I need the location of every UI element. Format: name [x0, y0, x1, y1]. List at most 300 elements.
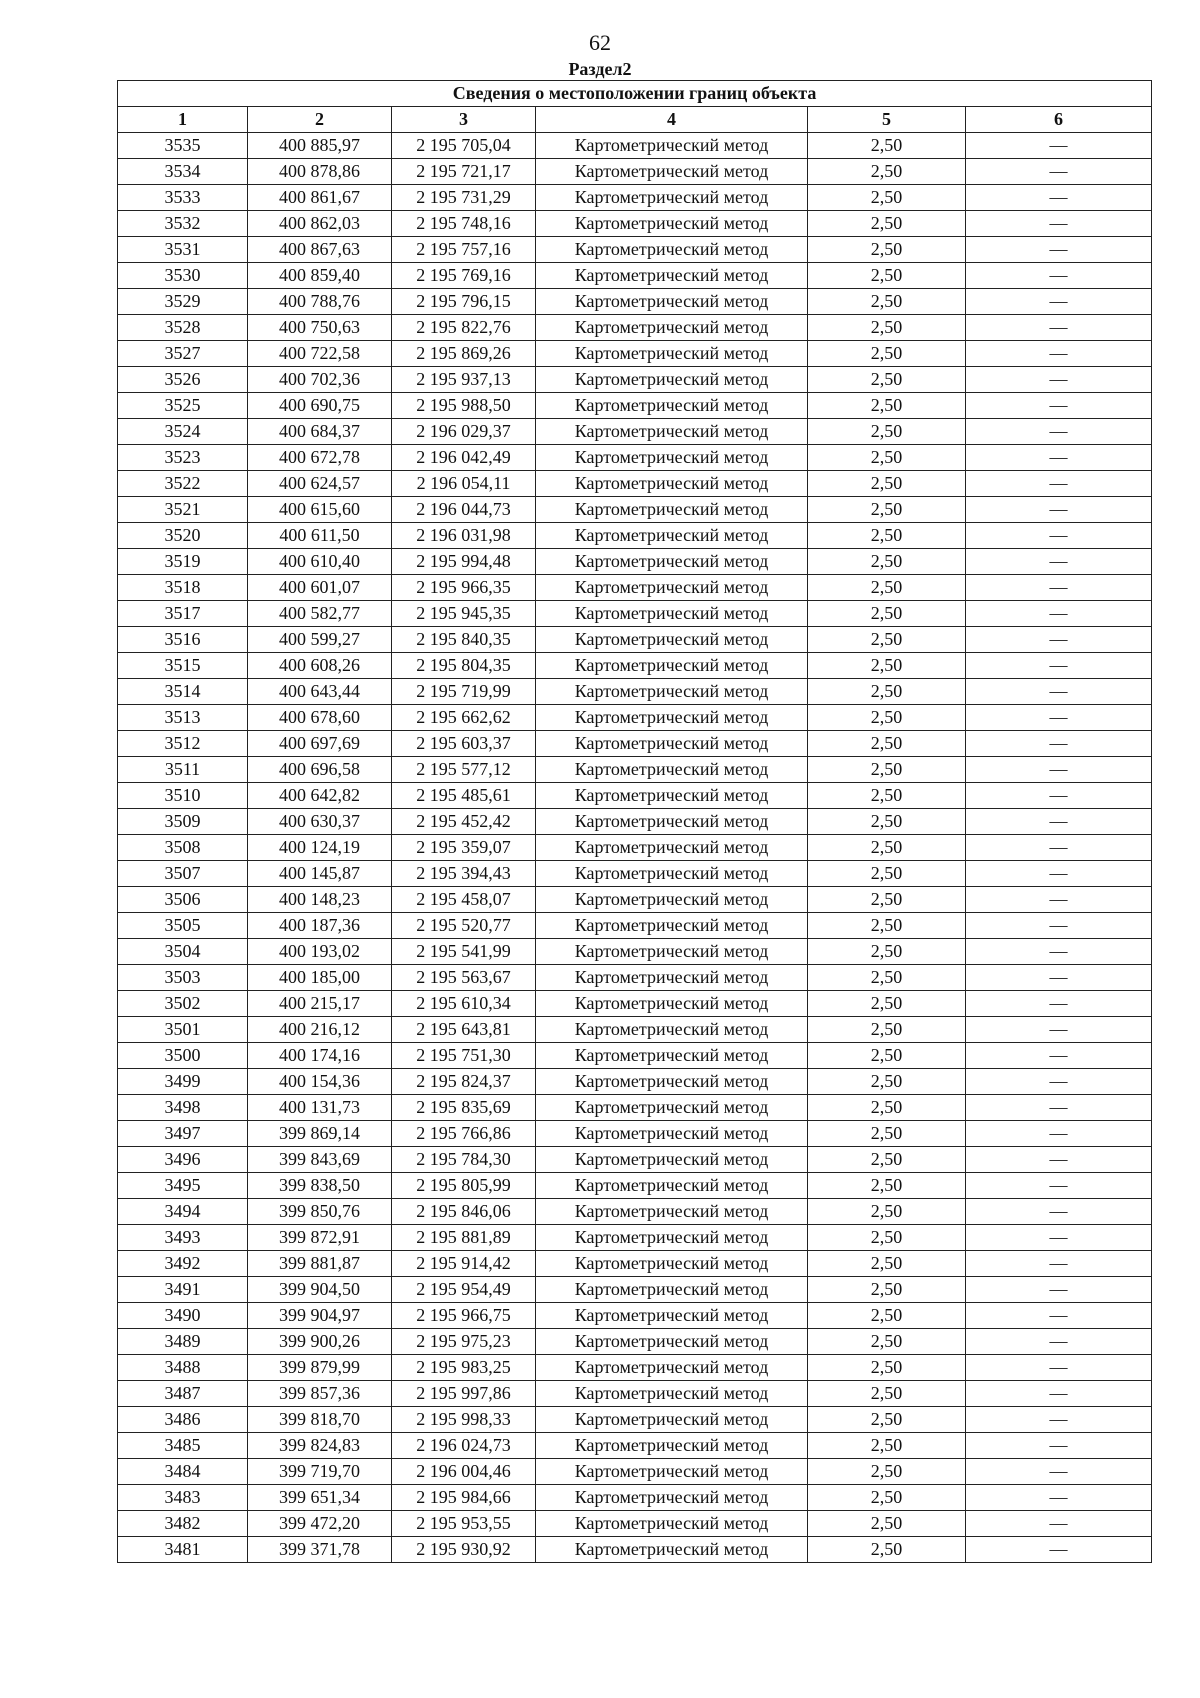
accuracy-cell: 2,50 [808, 1043, 966, 1069]
determination-method-cell: Картометрический метод [536, 289, 808, 315]
determination-method-cell: Картометрический метод [536, 133, 808, 159]
coordinate-y-cell: 2 196 031,98 [392, 523, 536, 549]
determination-method-cell: Картометрический метод [536, 497, 808, 523]
determination-method-cell: Картометрический метод [536, 809, 808, 835]
table-row [118, 679, 1152, 705]
coordinate-y-cell: 2 195 751,30 [392, 1043, 536, 1069]
coordinate-x-cell: 399 719,70 [248, 1459, 392, 1485]
description-cell: — [966, 627, 1152, 653]
point-number-cell: 3490 [118, 1303, 248, 1329]
table-row [118, 497, 1152, 523]
coordinate-y-cell: 2 195 520,77 [392, 913, 536, 939]
accuracy-cell: 2,50 [808, 1329, 966, 1355]
accuracy-cell: 2,50 [808, 835, 966, 861]
determination-method-cell: Картометрический метод [536, 523, 808, 549]
coordinate-x-cell: 399 843,69 [248, 1147, 392, 1173]
column-header-4: 4 [536, 107, 808, 133]
determination-method-cell: Картометрический метод [536, 1225, 808, 1251]
coordinate-x-cell: 400 642,82 [248, 783, 392, 809]
coordinate-y-cell: 2 195 983,25 [392, 1355, 536, 1381]
point-number-cell: 3508 [118, 835, 248, 861]
point-number-cell: 3535 [118, 133, 248, 159]
description-cell: — [966, 1147, 1152, 1173]
coordinate-y-cell: 2 195 930,92 [392, 1537, 536, 1563]
coordinate-x-cell: 399 838,50 [248, 1173, 392, 1199]
description-cell: — [966, 393, 1152, 419]
point-number-cell: 3499 [118, 1069, 248, 1095]
point-number-cell: 3527 [118, 341, 248, 367]
coordinate-y-cell: 2 195 804,35 [392, 653, 536, 679]
coordinate-x-cell: 400 154,36 [248, 1069, 392, 1095]
determination-method-cell: Картометрический метод [536, 211, 808, 237]
table-row [118, 1043, 1152, 1069]
column-header-3: 3 [392, 107, 536, 133]
point-number-cell: 3512 [118, 731, 248, 757]
description-cell: — [966, 1381, 1152, 1407]
determination-method-cell: Картометрический метод [536, 1017, 808, 1043]
accuracy-cell: 2,50 [808, 965, 966, 991]
description-cell: — [966, 887, 1152, 913]
boundary-coordinates-table [117, 80, 1152, 1563]
page-number: 62 [589, 30, 611, 55]
point-number-cell: 3497 [118, 1121, 248, 1147]
coordinate-x-cell: 400 788,76 [248, 289, 392, 315]
coordinate-y-cell: 2 195 988,50 [392, 393, 536, 419]
point-number-cell: 3503 [118, 965, 248, 991]
table-row [118, 185, 1152, 211]
accuracy-cell: 2,50 [808, 1277, 966, 1303]
table-row [118, 445, 1152, 471]
table-body [118, 133, 1152, 1563]
accuracy-cell: 2,50 [808, 731, 966, 757]
coordinate-x-cell: 399 900,26 [248, 1329, 392, 1355]
determination-method-cell: Картометрический метод [536, 965, 808, 991]
coordinate-x-cell: 400 145,87 [248, 861, 392, 887]
accuracy-cell: 2,50 [808, 497, 966, 523]
coordinate-y-cell: 2 195 766,86 [392, 1121, 536, 1147]
coordinate-y-cell: 2 196 044,73 [392, 497, 536, 523]
determination-method-cell: Картометрический метод [536, 341, 808, 367]
determination-method-cell: Картометрический метод [536, 835, 808, 861]
point-number-cell: 3523 [118, 445, 248, 471]
description-cell: — [966, 367, 1152, 393]
coordinate-y-cell: 2 195 805,99 [392, 1173, 536, 1199]
coordinate-x-cell: 399 872,91 [248, 1225, 392, 1251]
table-row [118, 627, 1152, 653]
accuracy-cell: 2,50 [808, 549, 966, 575]
point-number-cell: 3507 [118, 861, 248, 887]
determination-method-cell: Картометрический метод [536, 185, 808, 211]
determination-method-cell: Картометрический метод [536, 315, 808, 341]
coordinate-x-cell: 400 601,07 [248, 575, 392, 601]
accuracy-cell: 2,50 [808, 861, 966, 887]
point-number-cell: 3516 [118, 627, 248, 653]
coordinate-y-cell: 2 195 662,62 [392, 705, 536, 731]
coordinate-x-cell: 400 187,36 [248, 913, 392, 939]
accuracy-cell: 2,50 [808, 1199, 966, 1225]
determination-method-cell: Картометрический метод [536, 887, 808, 913]
description-cell: — [966, 809, 1152, 835]
coordinate-x-cell: 399 850,76 [248, 1199, 392, 1225]
description-cell: — [966, 1043, 1152, 1069]
table-row [118, 237, 1152, 263]
coordinate-y-cell: 2 195 984,66 [392, 1485, 536, 1511]
point-number-cell: 3504 [118, 939, 248, 965]
coordinate-y-cell: 2 195 998,33 [392, 1407, 536, 1433]
description-cell: — [966, 601, 1152, 627]
description-cell: — [966, 835, 1152, 861]
coordinate-x-cell: 400 878,86 [248, 159, 392, 185]
point-number-cell: 3511 [118, 757, 248, 783]
determination-method-cell: Картометрический метод [536, 1069, 808, 1095]
description-cell: — [966, 523, 1152, 549]
determination-method-cell: Картометрический метод [536, 939, 808, 965]
description-cell: — [966, 549, 1152, 575]
accuracy-cell: 2,50 [808, 237, 966, 263]
determination-method-cell: Картометрический метод [536, 575, 808, 601]
point-number-cell: 3487 [118, 1381, 248, 1407]
point-number-cell: 3485 [118, 1433, 248, 1459]
point-number-cell: 3532 [118, 211, 248, 237]
coordinate-y-cell: 2 195 458,07 [392, 887, 536, 913]
point-number-cell: 3526 [118, 367, 248, 393]
accuracy-cell: 2,50 [808, 575, 966, 601]
coordinate-x-cell: 400 174,16 [248, 1043, 392, 1069]
table-row [118, 1173, 1152, 1199]
accuracy-cell: 2,50 [808, 159, 966, 185]
table-row [118, 341, 1152, 367]
accuracy-cell: 2,50 [808, 1381, 966, 1407]
table-row [118, 1381, 1152, 1407]
coordinate-y-cell: 2 195 359,07 [392, 835, 536, 861]
description-cell: — [966, 211, 1152, 237]
description-cell: — [966, 783, 1152, 809]
coordinate-y-cell: 2 195 603,37 [392, 731, 536, 757]
accuracy-cell: 2,50 [808, 523, 966, 549]
point-number-cell: 3530 [118, 263, 248, 289]
determination-method-cell: Картометрический метод [536, 1433, 808, 1459]
description-cell: — [966, 1173, 1152, 1199]
accuracy-cell: 2,50 [808, 393, 966, 419]
accuracy-cell: 2,50 [808, 419, 966, 445]
coordinate-x-cell: 400 215,17 [248, 991, 392, 1017]
coordinate-y-cell: 2 195 757,16 [392, 237, 536, 263]
determination-method-cell: Картометрический метод [536, 913, 808, 939]
coordinate-y-cell: 2 195 966,75 [392, 1303, 536, 1329]
accuracy-cell: 2,50 [808, 991, 966, 1017]
determination-method-cell: Картометрический метод [536, 367, 808, 393]
accuracy-cell: 2,50 [808, 211, 966, 237]
description-cell: — [966, 1433, 1152, 1459]
coordinate-y-cell: 2 195 994,48 [392, 549, 536, 575]
coordinate-x-cell: 400 684,37 [248, 419, 392, 445]
determination-method-cell: Картометрический метод [536, 1147, 808, 1173]
accuracy-cell: 2,50 [808, 1303, 966, 1329]
coordinate-x-cell: 400 582,77 [248, 601, 392, 627]
point-number-cell: 3510 [118, 783, 248, 809]
coordinate-y-cell: 2 196 042,49 [392, 445, 536, 471]
table-row [118, 835, 1152, 861]
accuracy-cell: 2,50 [808, 1485, 966, 1511]
accuracy-cell: 2,50 [808, 913, 966, 939]
table-row [118, 965, 1152, 991]
accuracy-cell: 2,50 [808, 1433, 966, 1459]
coordinate-x-cell: 400 216,12 [248, 1017, 392, 1043]
coordinate-x-cell: 400 148,23 [248, 887, 392, 913]
point-number-cell: 3492 [118, 1251, 248, 1277]
coordinate-y-cell: 2 196 004,46 [392, 1459, 536, 1485]
coordinate-x-cell: 399 818,70 [248, 1407, 392, 1433]
description-cell: — [966, 1095, 1152, 1121]
table-row [118, 1277, 1152, 1303]
accuracy-cell: 2,50 [808, 133, 966, 159]
point-number-cell: 3513 [118, 705, 248, 731]
coordinate-y-cell: 2 195 769,16 [392, 263, 536, 289]
coordinate-x-cell: 399 869,14 [248, 1121, 392, 1147]
column-header-6: 6 [966, 107, 1152, 133]
description-cell: — [966, 1329, 1152, 1355]
table-row [118, 861, 1152, 887]
coordinate-y-cell: 2 195 784,30 [392, 1147, 536, 1173]
determination-method-cell: Картометрический метод [536, 627, 808, 653]
point-number-cell: 3524 [118, 419, 248, 445]
accuracy-cell: 2,50 [808, 1017, 966, 1043]
coordinate-x-cell: 400 867,63 [248, 237, 392, 263]
coordinate-x-cell: 400 124,19 [248, 835, 392, 861]
determination-method-cell: Картометрический метод [536, 783, 808, 809]
description-cell: — [966, 237, 1152, 263]
accuracy-cell: 2,50 [808, 653, 966, 679]
coordinate-x-cell: 400 599,27 [248, 627, 392, 653]
table-row [118, 1069, 1152, 1095]
table-header-row [118, 107, 1152, 133]
point-number-cell: 3500 [118, 1043, 248, 1069]
point-number-cell: 3498 [118, 1095, 248, 1121]
coordinate-y-cell: 2 195 846,06 [392, 1199, 536, 1225]
table-row [118, 731, 1152, 757]
determination-method-cell: Картометрический метод [536, 237, 808, 263]
coordinate-x-cell: 400 697,69 [248, 731, 392, 757]
coordinate-x-cell: 400 722,58 [248, 341, 392, 367]
table-row [118, 1017, 1152, 1043]
coordinate-y-cell: 2 195 975,23 [392, 1329, 536, 1355]
determination-method-cell: Картометрический метод [536, 991, 808, 1017]
coordinate-y-cell: 2 195 563,67 [392, 965, 536, 991]
point-number-cell: 3515 [118, 653, 248, 679]
point-number-cell: 3517 [118, 601, 248, 627]
determination-method-cell: Картометрический метод [536, 1537, 808, 1563]
coordinate-x-cell: 400 630,37 [248, 809, 392, 835]
coordinate-x-cell: 400 672,78 [248, 445, 392, 471]
coordinate-x-cell: 400 861,67 [248, 185, 392, 211]
determination-method-cell: Картометрический метод [536, 601, 808, 627]
point-number-cell: 3505 [118, 913, 248, 939]
determination-method-cell: Картометрический метод [536, 731, 808, 757]
determination-method-cell: Картометрический метод [536, 263, 808, 289]
point-number-cell: 3533 [118, 185, 248, 211]
point-number-cell: 3514 [118, 679, 248, 705]
table-row [118, 783, 1152, 809]
description-cell: — [966, 1121, 1152, 1147]
table-row [118, 1407, 1152, 1433]
point-number-cell: 3489 [118, 1329, 248, 1355]
table-row [118, 1199, 1152, 1225]
table-row [118, 523, 1152, 549]
coordinate-y-cell: 2 195 997,86 [392, 1381, 536, 1407]
coordinate-y-cell: 2 196 029,37 [392, 419, 536, 445]
coordinate-x-cell: 400 885,97 [248, 133, 392, 159]
description-cell: — [966, 133, 1152, 159]
coordinate-y-cell: 2 195 914,42 [392, 1251, 536, 1277]
point-number-cell: 3522 [118, 471, 248, 497]
table-row [118, 263, 1152, 289]
accuracy-cell: 2,50 [808, 1225, 966, 1251]
determination-method-cell: Картометрический метод [536, 1095, 808, 1121]
coordinate-y-cell: 2 195 643,81 [392, 1017, 536, 1043]
description-cell: — [966, 939, 1152, 965]
description-cell: — [966, 1407, 1152, 1433]
coordinate-y-cell: 2 195 485,61 [392, 783, 536, 809]
accuracy-cell: 2,50 [808, 445, 966, 471]
column-header-2: 2 [248, 107, 392, 133]
accuracy-cell: 2,50 [808, 315, 966, 341]
coordinate-y-cell: 2 195 937,13 [392, 367, 536, 393]
accuracy-cell: 2,50 [808, 1095, 966, 1121]
accuracy-cell: 2,50 [808, 1459, 966, 1485]
coordinate-y-cell: 2 195 822,76 [392, 315, 536, 341]
coordinate-y-cell: 2 195 953,55 [392, 1511, 536, 1537]
coordinate-x-cell: 399 904,50 [248, 1277, 392, 1303]
table-row [118, 367, 1152, 393]
coordinate-y-cell: 2 196 054,11 [392, 471, 536, 497]
accuracy-cell: 2,50 [808, 783, 966, 809]
table-row [118, 549, 1152, 575]
coordinate-x-cell: 400 611,50 [248, 523, 392, 549]
accuracy-cell: 2,50 [808, 263, 966, 289]
coordinate-y-cell: 2 195 541,99 [392, 939, 536, 965]
coordinate-y-cell: 2 195 881,89 [392, 1225, 536, 1251]
accuracy-cell: 2,50 [808, 757, 966, 783]
determination-method-cell: Картометрический метод [536, 445, 808, 471]
table-row [118, 159, 1152, 185]
coordinate-x-cell: 399 824,83 [248, 1433, 392, 1459]
coordinate-x-cell: 400 608,26 [248, 653, 392, 679]
column-header-1: 1 [118, 107, 248, 133]
coordinate-y-cell: 2 195 840,35 [392, 627, 536, 653]
description-cell: — [966, 1355, 1152, 1381]
accuracy-cell: 2,50 [808, 289, 966, 315]
determination-method-cell: Картометрический метод [536, 159, 808, 185]
description-cell: — [966, 497, 1152, 523]
description-cell: — [966, 1277, 1152, 1303]
coordinate-y-cell: 2 195 705,04 [392, 133, 536, 159]
description-cell: — [966, 861, 1152, 887]
description-cell: — [966, 653, 1152, 679]
coordinate-y-cell: 2 195 945,35 [392, 601, 536, 627]
coordinate-x-cell: 400 750,63 [248, 315, 392, 341]
coordinate-y-cell: 2 195 577,12 [392, 757, 536, 783]
point-number-cell: 3534 [118, 159, 248, 185]
description-cell: — [966, 1225, 1152, 1251]
table-row [118, 211, 1152, 237]
table-row [118, 419, 1152, 445]
table-row [118, 1355, 1152, 1381]
coordinate-x-cell: 400 696,58 [248, 757, 392, 783]
determination-method-cell: Картометрический метод [536, 393, 808, 419]
point-number-cell: 3520 [118, 523, 248, 549]
accuracy-cell: 2,50 [808, 1069, 966, 1095]
table-row [118, 991, 1152, 1017]
point-number-cell: 3494 [118, 1199, 248, 1225]
description-cell: — [966, 965, 1152, 991]
description-cell: — [966, 913, 1152, 939]
accuracy-cell: 2,50 [808, 1511, 966, 1537]
table-row [118, 601, 1152, 627]
determination-method-cell: Картометрический метод [536, 1043, 808, 1069]
accuracy-cell: 2,50 [808, 1407, 966, 1433]
description-cell: — [966, 575, 1152, 601]
determination-method-cell: Картометрический метод [536, 549, 808, 575]
table-row [118, 1251, 1152, 1277]
coordinate-x-cell: 400 624,57 [248, 471, 392, 497]
determination-method-cell: Картометрический метод [536, 653, 808, 679]
table-row [118, 315, 1152, 341]
coordinate-y-cell: 2 195 721,17 [392, 159, 536, 185]
description-cell: — [966, 263, 1152, 289]
coordinate-x-cell: 399 472,20 [248, 1511, 392, 1537]
coordinate-y-cell: 2 195 835,69 [392, 1095, 536, 1121]
description-cell: — [966, 185, 1152, 211]
description-cell: — [966, 445, 1152, 471]
description-cell: — [966, 1251, 1152, 1277]
coordinate-x-cell: 399 881,87 [248, 1251, 392, 1277]
table-row [118, 1511, 1152, 1537]
coordinate-x-cell: 399 879,99 [248, 1355, 392, 1381]
determination-method-cell: Картометрический метод [536, 419, 808, 445]
coordinate-x-cell: 400 615,60 [248, 497, 392, 523]
determination-method-cell: Картометрический метод [536, 679, 808, 705]
point-number-cell: 3488 [118, 1355, 248, 1381]
description-cell: — [966, 705, 1152, 731]
accuracy-cell: 2,50 [808, 341, 966, 367]
coordinate-x-cell: 400 193,02 [248, 939, 392, 965]
description-cell: — [966, 1537, 1152, 1563]
determination-method-cell: Картометрический метод [536, 1355, 808, 1381]
table-caption: Сведения о местоположении границ объекта [118, 81, 1152, 107]
table-row [118, 1329, 1152, 1355]
description-cell: — [966, 419, 1152, 445]
table-row [118, 1095, 1152, 1121]
accuracy-cell: 2,50 [808, 705, 966, 731]
coordinate-y-cell: 2 195 954,49 [392, 1277, 536, 1303]
determination-method-cell: Картометрический метод [536, 1277, 808, 1303]
table-row [118, 939, 1152, 965]
coordinate-x-cell: 399 904,97 [248, 1303, 392, 1329]
point-number-cell: 3484 [118, 1459, 248, 1485]
description-cell: — [966, 1069, 1152, 1095]
determination-method-cell: Картометрический метод [536, 1199, 808, 1225]
accuracy-cell: 2,50 [808, 367, 966, 393]
table-row [118, 393, 1152, 419]
determination-method-cell: Картометрический метод [536, 1407, 808, 1433]
table-row [118, 133, 1152, 159]
accuracy-cell: 2,50 [808, 1121, 966, 1147]
determination-method-cell: Картометрический метод [536, 1329, 808, 1355]
point-number-cell: 3493 [118, 1225, 248, 1251]
accuracy-cell: 2,50 [808, 1147, 966, 1173]
point-number-cell: 3525 [118, 393, 248, 419]
description-cell: — [966, 471, 1152, 497]
